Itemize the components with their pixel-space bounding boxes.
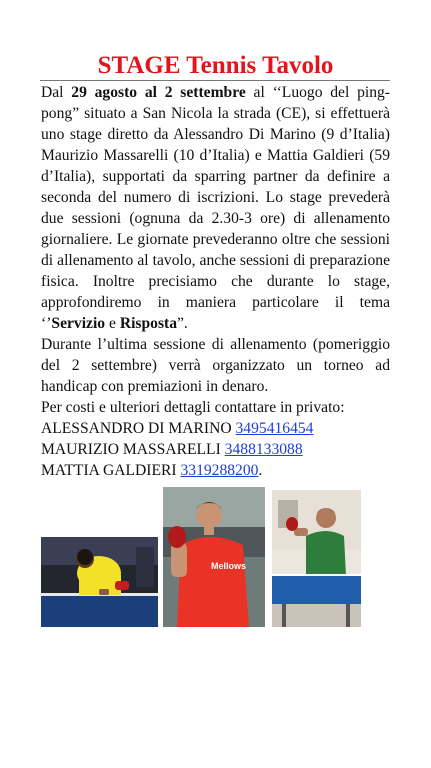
contact-intro: Per costi e ulteriori dettagli contattare in privato: bbox=[41, 399, 345, 416]
shirt-logo-text: Mellows bbox=[211, 561, 247, 571]
contact-line bbox=[41, 460, 390, 481]
topic-servizio: Servizio bbox=[51, 315, 106, 332]
contact-suffix: . bbox=[258, 462, 263, 479]
topic-risposta: Risposta bbox=[119, 315, 178, 332]
final-session-paragraph: Durante l’ultima sessione di allenamento (pomeriggio del 2 settembre) verrà organizzato un torneo ad handicap con premiazioni in denaro. bbox=[41, 336, 390, 395]
contact-line bbox=[41, 439, 390, 460]
photo-player-red bbox=[163, 487, 265, 627]
page-title: STAGE Tennis Tavolo bbox=[97, 52, 334, 79]
title-underline bbox=[40, 80, 390, 81]
photo-player-table bbox=[272, 490, 361, 627]
intro-text: ”. bbox=[177, 315, 188, 332]
photo-player-yellow bbox=[41, 537, 158, 627]
contact-name: MATTIA GALDIERI bbox=[41, 462, 181, 479]
intro-text: al ‘‘Luogo del ping-pong” situato a San Nicola la strada (CE), si effettuerà uno stage diretto da Alessandro Di Marino (9 d’Italia) Maurizio Massarelli (10 d’Italia) e Mattia Galdieri (59 d’Italia), supportati da sparring partner da definire a seconda del numero di iscrizioni. Lo stage prevederà due sessioni (ognuna da 2.30-3 ore) di allenamento giornaliere. Le giornate prevederanno oltre che sessioni di allenamento al tavolo, anche sessioni di preparazione fisica. Inoltre precisiamo che durante lo stage, approfondiremo in maniera particolare il tema ‘’ bbox=[41, 84, 390, 332]
intro-paragraph bbox=[41, 82, 390, 334]
intro-text: e bbox=[105, 315, 120, 332]
phone-link[interactable]: 3495416454 bbox=[235, 420, 314, 437]
phone-link[interactable]: 3319288200 bbox=[180, 462, 259, 479]
contact-line bbox=[41, 418, 390, 439]
contact-name: ALESSANDRO DI MARINO bbox=[41, 420, 236, 437]
dates-bold: 29 agosto al 2 settembre bbox=[71, 84, 246, 101]
intro-text: Dal bbox=[41, 84, 72, 101]
article-body bbox=[41, 82, 390, 481]
contact-name: MAURIZIO MASSARELLI bbox=[41, 441, 225, 458]
phone-link[interactable]: 3488133088 bbox=[224, 441, 303, 458]
